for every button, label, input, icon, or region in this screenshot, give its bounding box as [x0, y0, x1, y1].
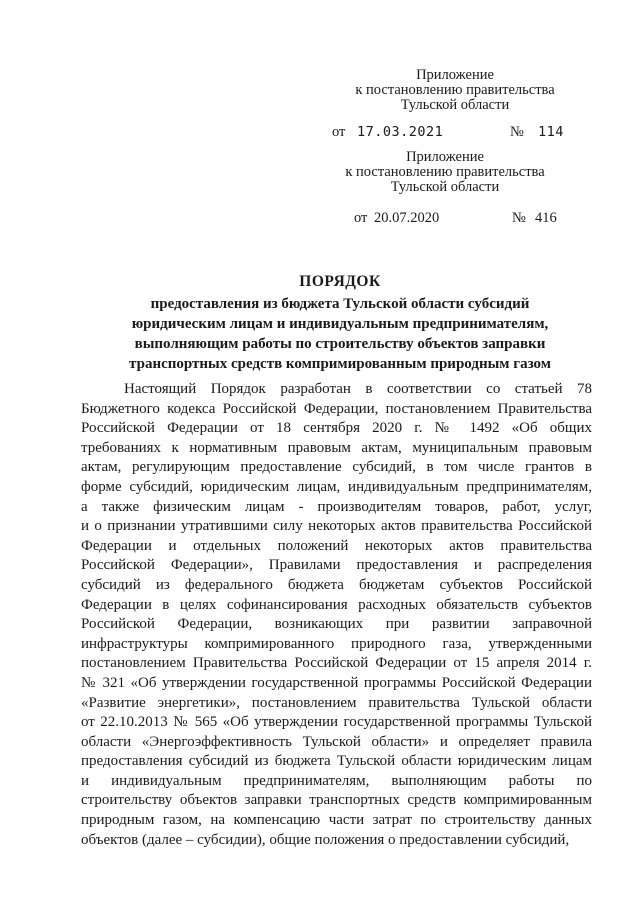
body-paragraph [81, 380, 592, 850]
body-line: и индивидуальным предпринимателям, выполняющим работы по [81, 772, 592, 789]
attachment-region-line: Тульской области [390, 179, 500, 195]
body-line: Федерации в целях софинансирования расходных обязательств субъектов [81, 596, 592, 613]
attachment-header-original [320, 150, 570, 195]
attachment-resolution-line: к постановлению правительства [345, 164, 545, 180]
body-line: от 22.10.2013 № 565 «Об утверждении государственной программы Тульской [81, 714, 592, 731]
number-label: № [510, 124, 524, 140]
body-line: Бюджетного кодекса Российской Федерации, постановлением Правительства [81, 400, 592, 417]
body-line: предоставления субсидий из бюджета Тульской области юридическим лицам [81, 753, 592, 770]
body-line: Федерации и отдельных положений некоторых актов правительства [81, 537, 592, 554]
title-subtitle-line: юридическим лицам и индивидуальным предпринимателям, [131, 316, 549, 332]
body-line: Настоящий Порядок разработан в соответствии со статьей 78 [124, 381, 592, 397]
body-line: № 321 «Об утверждении государственной программы Российской Федерации [81, 674, 592, 691]
title-subtitle-line: выполняющим работы по строительству объектов заправки [134, 336, 546, 352]
body-line: Российской Федерации», Правилами предоставления и распределения [81, 557, 592, 574]
title-subtitle-line: транспортных средств компримированным природным газом [129, 356, 551, 372]
resolution-date: 17.03.2021 [357, 124, 444, 140]
body-line: строительству объектов заправки транспортных средств компримированным [81, 792, 592, 809]
body-line: природным газом, на компенсацию части затрат по строительству данных [81, 812, 592, 829]
body-line: области «Энергоэффективность Тульской области» и определяет правила [81, 733, 592, 750]
resolution-number: 416 [535, 210, 557, 226]
from-label: от [354, 210, 368, 226]
body-line: форме субсидий, юридическим лицам, индивидуальным предпринимателям, [81, 478, 592, 495]
body-line: требованиях к нормативным правовым актам, муниципальным правовым [81, 439, 592, 456]
body-line: а также физическим лицам - производителям товаров, работ, услуг, [81, 498, 592, 515]
from-label: от [332, 124, 346, 140]
body-line: постановлением Правительства Российской Федерации от 15 апреля 2014 г. [81, 655, 592, 672]
body-line: Российской Федерации, возникающих при развитии заправочной [81, 616, 592, 633]
body-line: и о признании утратившими силу некоторых актов правительства Российской [81, 518, 592, 535]
resolution-date: 20.07.2020 [374, 210, 440, 226]
attachment-label: Приложение [406, 149, 484, 165]
resolution-number: 114 [538, 124, 564, 140]
attachment-region-line: Тульской области [400, 97, 510, 113]
body-line: актам, регулирующим предоставление субсидий, в том числе грантов в [81, 459, 592, 476]
attachment-header-current [330, 68, 580, 113]
title-heading: ПОРЯДОК [299, 273, 381, 290]
document-title [80, 272, 600, 374]
body-line: объектов (далее – субсидии), общие положения о предоставлении субсидий, [81, 831, 570, 848]
attachment-resolution-line: к постановлению правительства [355, 82, 555, 98]
number-label: № [512, 210, 526, 226]
body-line: субсидий из федерального бюджета бюджетам субъектов Российской [81, 576, 592, 593]
title-subtitle-line: предоставления из бюджета Тульской области субсидий [150, 296, 530, 312]
body-line: Российской Федерации от 18 сентября 2020 г. № 1492 «Об общих [81, 420, 592, 437]
body-line: инфраструктуры компримированного природного газа, утвержденными [81, 635, 592, 652]
body-line: «Развитие энергетики», постановлением правительства Тульской области [81, 694, 592, 711]
attachment-label: Приложение [416, 67, 494, 83]
